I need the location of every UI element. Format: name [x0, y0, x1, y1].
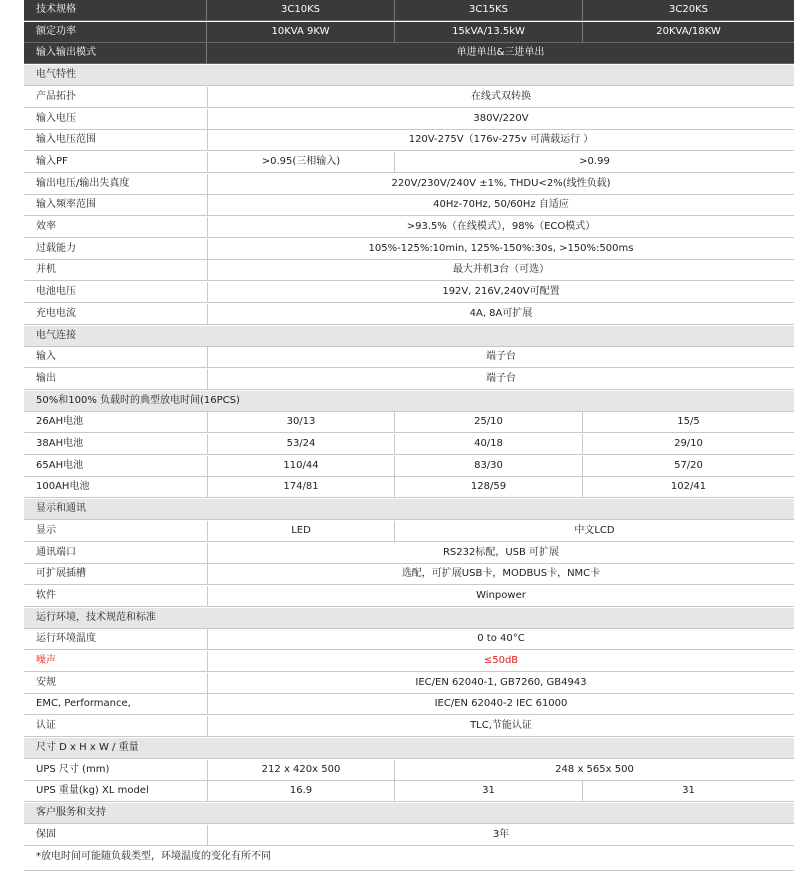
backup-row-65ah	[24, 456, 794, 477]
spec-value: Winpower	[207, 586, 794, 606]
io-mode-value: 单进单出&三进单出	[456, 47, 545, 59]
weight-3c10ks: 16.9	[207, 781, 394, 801]
spec-label: UPS 尺寸 (mm)	[36, 763, 110, 775]
spec-value: 220V/230V/240V ±1%, THDU<2%(线性负载)	[207, 174, 794, 194]
spec-label: 运行环境温度	[36, 633, 96, 645]
spec-label: 输入频率范围	[36, 199, 96, 211]
spec-label: 认证	[36, 720, 56, 732]
spec-row-parallel	[24, 260, 794, 281]
section-connection	[24, 326, 794, 347]
spec-row-weight	[24, 781, 794, 802]
spec-row-battery-voltage	[24, 282, 794, 303]
backup-value-3c15ks: 83/30	[394, 456, 582, 476]
section-service	[24, 803, 794, 824]
spec-label: 输出	[36, 372, 56, 384]
rated-power-label: 额定功率	[24, 22, 207, 42]
backup-value-3c15ks: 25/10	[394, 412, 582, 432]
spec-label: 26AH电池	[36, 416, 84, 428]
spec-row-slot	[24, 564, 794, 585]
rated-power-3c15ks: 15kVA/13.5kW	[394, 22, 582, 42]
spec-value: 在线式双转换	[207, 87, 794, 107]
io-mode-row	[24, 43, 794, 64]
spec-label: UPS 重量(kg) XL model	[36, 785, 149, 797]
spec-label: 输入电压范围	[36, 134, 96, 146]
spec-label: 过载能力	[36, 242, 76, 254]
section-display	[24, 499, 794, 520]
spec-value-3c10ks: 212 x 420x 500	[207, 760, 394, 780]
spec-value: >93.5%（在线模式），98%（ECO模式）	[207, 217, 794, 237]
spec-value-3c15ks-3c20ks: >0.99	[394, 152, 794, 172]
section-title: 显示和通讯	[36, 503, 86, 515]
backup-value-3c10ks: 53/24	[207, 434, 394, 454]
spec-value-3c15ks-3c20ks: 248 x 565x 500	[394, 760, 794, 780]
spec-row-input	[24, 347, 794, 368]
spec-label: 38AH电池	[36, 438, 84, 449]
section-environment	[24, 608, 794, 629]
model-3c15ks: 3C15KS	[394, 0, 582, 20]
backup-value-3c20ks: 15/5	[582, 412, 794, 432]
rated-power-3c10ks: 10KVA 9KW	[271, 25, 330, 37]
spec-value: 端子台	[207, 347, 794, 367]
section-dimensions	[24, 738, 794, 759]
backup-value-3c10ks: 174/81	[207, 477, 394, 497]
spec-value: 3年	[207, 825, 794, 845]
spec-row-noise	[24, 651, 794, 672]
spec-label: 软件	[36, 589, 56, 601]
spec-label: 并机	[36, 264, 56, 276]
section-backup-time	[24, 391, 794, 412]
spec-value: RS232标配，USB 可扩展	[207, 543, 794, 563]
spec-value: 40Hz-70Hz, 50/60Hz 自适应	[207, 195, 794, 215]
spec-value: IEC/EN 62040-2 IEC 61000	[207, 694, 794, 714]
spec-row-certification	[24, 716, 794, 737]
spec-row-display	[24, 521, 794, 542]
spec-label: 产品拓扑	[36, 90, 76, 102]
spec-value: 0 to 40°C	[207, 629, 794, 649]
rated-power-row	[24, 22, 794, 43]
spec-row-software	[24, 586, 794, 607]
spec-label: 噪声	[36, 655, 56, 666]
spec-value: 端子台	[207, 369, 794, 389]
spec-label: 电池电压	[36, 286, 76, 298]
spec-row-size	[24, 760, 794, 781]
spec-label: 可扩展插槽	[36, 568, 86, 580]
backup-value-3c15ks: 128/59	[394, 477, 582, 497]
spec-value-3c15ks-3c20ks: 中文LCD	[394, 521, 794, 541]
section-title: 尺寸 D x H x W / 重量	[36, 741, 139, 753]
spec-value: 380V/220V	[207, 109, 794, 129]
spec-label: 65AH电池	[36, 459, 84, 471]
spec-label: 保固	[36, 828, 56, 840]
spec-value: TLC,节能认证	[207, 716, 794, 736]
spec-header-label: 技术规格	[24, 0, 207, 20]
spec-value: 选配，可扩展USB卡，MODBUS卡，NMC卡	[207, 564, 794, 584]
spec-label: 输入PF	[36, 155, 68, 167]
spec-value: 192V, 216V,240V可配置	[207, 282, 794, 302]
model-header-row	[24, 0, 794, 21]
backup-value-3c10ks: 110/44	[207, 456, 394, 476]
spec-row-input-voltage	[24, 109, 794, 130]
section-electrical	[24, 65, 794, 86]
backup-row-100ah	[24, 477, 794, 498]
spec-row-efficiency	[24, 217, 794, 238]
section-title: 电气特性	[36, 69, 76, 81]
weight-3c20ks: 31	[582, 781, 794, 801]
section-title: 50%和100% 负载时的典型放电时间(16PCS)	[36, 394, 240, 406]
spec-row-output-voltage	[24, 174, 794, 195]
backup-value-3c20ks: 29/10	[582, 434, 794, 454]
spec-row-comm-port	[24, 543, 794, 564]
spec-row-output	[24, 369, 794, 390]
spec-label: 通讯端口	[36, 546, 76, 558]
spec-value: ≤50dB	[207, 651, 794, 671]
spec-value: 105%-125%:10min, 125%-150%:30s, >150%:500ms	[207, 239, 794, 259]
backup-value-3c20ks: 57/20	[582, 456, 794, 476]
section-title: 运行环境，技术规范和标准	[36, 611, 156, 623]
spec-label: 输入	[36, 351, 56, 363]
spec-value: IEC/EN 62040-1, GB7260, GB4943	[207, 673, 794, 693]
spec-label: 显示	[36, 524, 56, 536]
spec-row-frequency	[24, 195, 794, 216]
spec-row-safety	[24, 673, 794, 694]
rated-power-3c20ks: 20KVA/18KW	[582, 22, 794, 42]
backup-value-3c15ks: 40/18	[394, 434, 582, 454]
weight-3c15ks: 31	[394, 781, 582, 801]
spec-value-3c10ks: LED	[207, 521, 394, 541]
spec-label: 充电电流	[36, 307, 76, 319]
model-3c10ks: 3C10KS	[281, 4, 320, 15]
spec-row-warranty	[24, 825, 794, 846]
spec-label: 安规	[36, 676, 56, 688]
io-mode-label: 输入输出模式	[24, 43, 207, 63]
backup-value-3c10ks: 30/13	[207, 412, 394, 432]
backup-value-3c20ks: 102/41	[582, 477, 794, 497]
spec-row-topology	[24, 87, 794, 108]
spec-value-3c10ks: >0.95(三相输入)	[207, 152, 394, 172]
spec-value: 4A, 8A可扩展	[207, 304, 794, 324]
spec-row-emc	[24, 694, 794, 715]
spec-row-charge-current	[24, 304, 794, 325]
section-title: 电气连接	[36, 329, 76, 341]
backup-row-26ah	[24, 412, 794, 433]
spec-value: 120V-275V（176v-275v 可满载运行 ）	[207, 130, 794, 150]
spec-row-input-pf	[24, 152, 794, 173]
model-3c20ks: 3C20KS	[582, 0, 794, 20]
footnote: *放电时间可能随负载类型，环境温度的变化有所不同	[24, 846, 794, 871]
spec-label: 输出电压/输出失真度	[36, 177, 130, 189]
spec-table	[24, 0, 794, 877]
section-title: 客户服务和支持	[36, 806, 106, 818]
spec-label: 100AH电池	[36, 481, 90, 493]
spec-row-overload	[24, 239, 794, 260]
spec-value: 最大并机3台（可选）	[207, 260, 794, 280]
spec-label: 效率	[36, 221, 56, 232]
spec-label: 输入电压	[36, 112, 76, 124]
spec-row-temperature	[24, 629, 794, 650]
spec-row-voltage-range	[24, 130, 794, 151]
backup-row-38ah	[24, 434, 794, 455]
spec-label: EMC, Performance,	[36, 698, 131, 710]
